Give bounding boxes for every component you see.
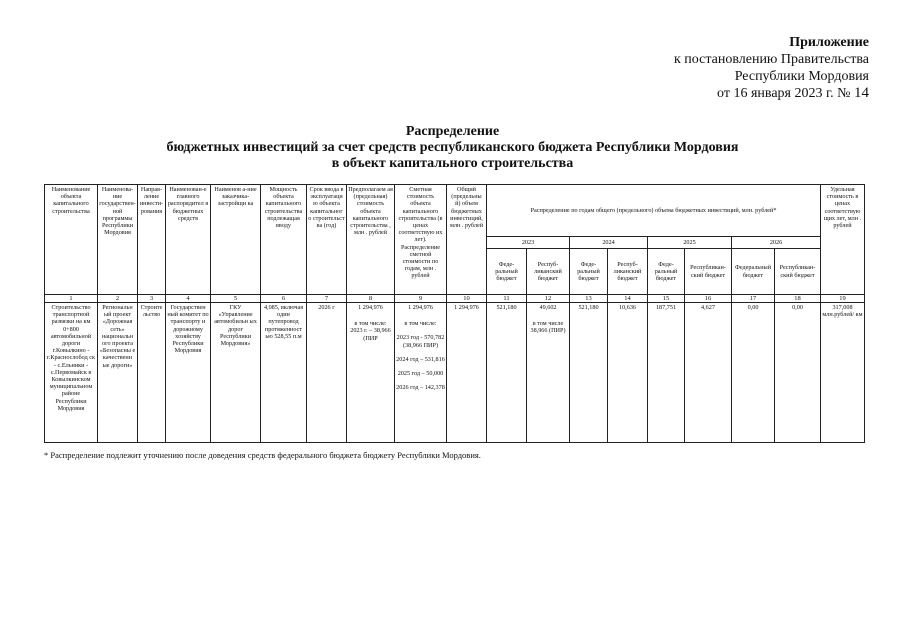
header-distribution: Распределение по годам общего (предельного) объема бюджетных инвестиций, млн. рублей* <box>487 185 821 237</box>
cell-commission-year: 2026 г <box>307 303 347 443</box>
col-number: 19 <box>821 295 865 303</box>
appendix-line-1: к постановлению Правительства <box>673 52 869 67</box>
cell-direction: Строите льство <box>138 303 166 443</box>
col-number: 3 <box>138 295 166 303</box>
budget-cost-line-5: 2026 год – 142,378 <box>396 384 445 392</box>
col-number: 7 <box>307 295 347 303</box>
col-number: 18 <box>775 295 821 303</box>
header-total-investment: Общий (предельны й) объем бюджетных инвестиций, млн . рублей <box>447 185 487 295</box>
cell-federal-2026: 0,00 <box>732 303 775 443</box>
col-number: 16 <box>685 295 732 303</box>
investment-table <box>44 184 865 443</box>
col-number: 5 <box>211 295 261 303</box>
year-2023: 2023 <box>487 237 570 249</box>
col-number: 9 <box>395 295 447 303</box>
col-number: 2 <box>98 295 138 303</box>
title-line-3: в объект капитального строительства <box>331 156 574 171</box>
cell-object-name: Строительство транспортной развязки на км 0+800 автомобильной дороги г.Ковылкино - г.Краснослобод ск - с.Ельники - с.Первомайск в Ковылкинском муниципальном районе Республики Мордовия <box>45 303 98 443</box>
header-federal-2025: Феде-ральный бюджет <box>648 249 685 295</box>
header-republic-2026: Республикан-ский бюджет <box>775 249 821 295</box>
title-line-2: бюджетных инвестиций за счет средств республиканского бюджета Республики Мордовия <box>166 140 739 155</box>
cell-republic-2024: 10,636 <box>608 303 648 443</box>
cell-estimated-cost <box>347 303 395 443</box>
appendix-line-2: Республики Мордовия <box>734 69 869 84</box>
budget-cost-line-3: 2024 год – 531,816 <box>396 355 445 363</box>
budget-cost-value: 1 294,976 <box>408 304 433 311</box>
estimated-cost-note: в том числе: 2023 г. – 38,966 (ПИР <box>350 320 391 342</box>
cell-republic-2026: 0,00 <box>775 303 821 443</box>
col-number: 15 <box>648 295 685 303</box>
cell-federal-2025: 187,751 <box>648 303 685 443</box>
header-program: Наименова-ние государствен-ной программы Республики Мордовия <box>98 185 138 295</box>
header-main-manager: Наименован-е главного распорядител я бюджетных средств <box>166 185 211 295</box>
cell-total-investment: 1 294,976 <box>447 303 487 443</box>
republic-2023-note: в том числе 38,966 (ПИР) <box>530 320 566 335</box>
col-number: 4 <box>166 295 211 303</box>
header-unit-cost: Удельная стоимость в ценах соответствую щих лет, млн . рублей <box>821 185 865 295</box>
appendix-block <box>674 34 869 102</box>
header-direction: Направ-ление инвести-рования <box>138 185 166 295</box>
budget-cost-line-1: в том числе: <box>404 320 437 328</box>
col-number: 10 <box>447 295 487 303</box>
appendix-heading: Приложение <box>789 35 869 50</box>
appendix-number: 14 <box>854 85 869 101</box>
header-object-name: Наименование объекта капитального строительства <box>45 185 98 295</box>
cell-program: Региональн ый проект «Дорожная сеть» национальн ого проекта «Безопасны е качественн ые дороги» <box>98 303 138 443</box>
col-number: 13 <box>570 295 608 303</box>
estimated-cost-value: 1 294,976 <box>358 304 383 311</box>
appendix-date: от 16 января 2023 г. № <box>717 86 851 101</box>
cell-unit-cost: 317,008 млн.рублей/ км <box>821 303 865 443</box>
cell-federal-2024: 521,180 <box>570 303 608 443</box>
col-number: 14 <box>608 295 648 303</box>
footnote: * Распределение подлежит уточнению после доведения средств федерального бюджета бюджету Республики Мордовия. <box>44 450 481 460</box>
header-capacity: Мощность объекта капитального строительства подлежащая вводу <box>261 185 307 295</box>
header-customer: Наименов а-ние заказчика-застройщи ка <box>211 185 261 295</box>
table-row <box>45 303 865 443</box>
header-republic-2025: Республикан-ский бюджет <box>685 249 732 295</box>
header-estimated-cost: Предполагаем ая (предельная) стоимость объекта капитального строительства , млн . рублей <box>347 185 395 295</box>
header-budget-cost: Сметная стоимость объекта капитального строительства (в ценах соответствую их лет). Распределение сметной стоимости по годам, млн . рублей <box>395 185 447 295</box>
header-federal-2024: Феде-ральный бюджет <box>570 249 608 295</box>
budget-cost-line-2: 2023 год - 570,782 (38,966 ПИР) <box>396 334 445 349</box>
col-number: 1 <box>45 295 98 303</box>
document-title <box>0 124 905 172</box>
cell-customer: ГКУ «Управление автомобильн ых дорог Республики Мордовия» <box>211 303 261 443</box>
year-2026: 2026 <box>732 237 821 249</box>
header-republic-2023: Респуб-ликанский бюджет <box>527 249 570 295</box>
header-republic-2024: Респуб-ликанский бюджет <box>608 249 648 295</box>
header-federal-2026: Федеральный бюджет <box>732 249 775 295</box>
appendix-line-3 <box>674 85 869 102</box>
col-number: 17 <box>732 295 775 303</box>
budget-cost-line-4: 2025 год – 50,000 <box>397 370 444 378</box>
col-number: 6 <box>261 295 307 303</box>
header-commission-year: Срок ввода в эксплуатаци ю объекта капитальног о строительст ва (год) <box>307 185 347 295</box>
cell-budget-cost <box>395 303 447 443</box>
year-2025: 2025 <box>648 237 732 249</box>
cell-federal-2023: 521,180 <box>487 303 527 443</box>
col-number: 12 <box>527 295 570 303</box>
year-2024: 2024 <box>570 237 648 249</box>
cell-main-manager: Государствен ный комитет по транспорту и дорожному хозяйству Республики Мордовия <box>166 303 211 443</box>
title-line-1: Распределение <box>405 124 500 139</box>
cell-republic-2025: 4,627 <box>685 303 732 443</box>
cell-capacity: 4,085, включая один путепровод протяженност ью 528,55 п.м <box>261 303 307 443</box>
header-federal-2023: Феде-ральный бюджет <box>487 249 527 295</box>
cell-republic-2023 <box>527 303 570 443</box>
republic-2023-value: 49,602 <box>539 304 557 311</box>
col-number: 11 <box>487 295 527 303</box>
col-number: 8 <box>347 295 395 303</box>
